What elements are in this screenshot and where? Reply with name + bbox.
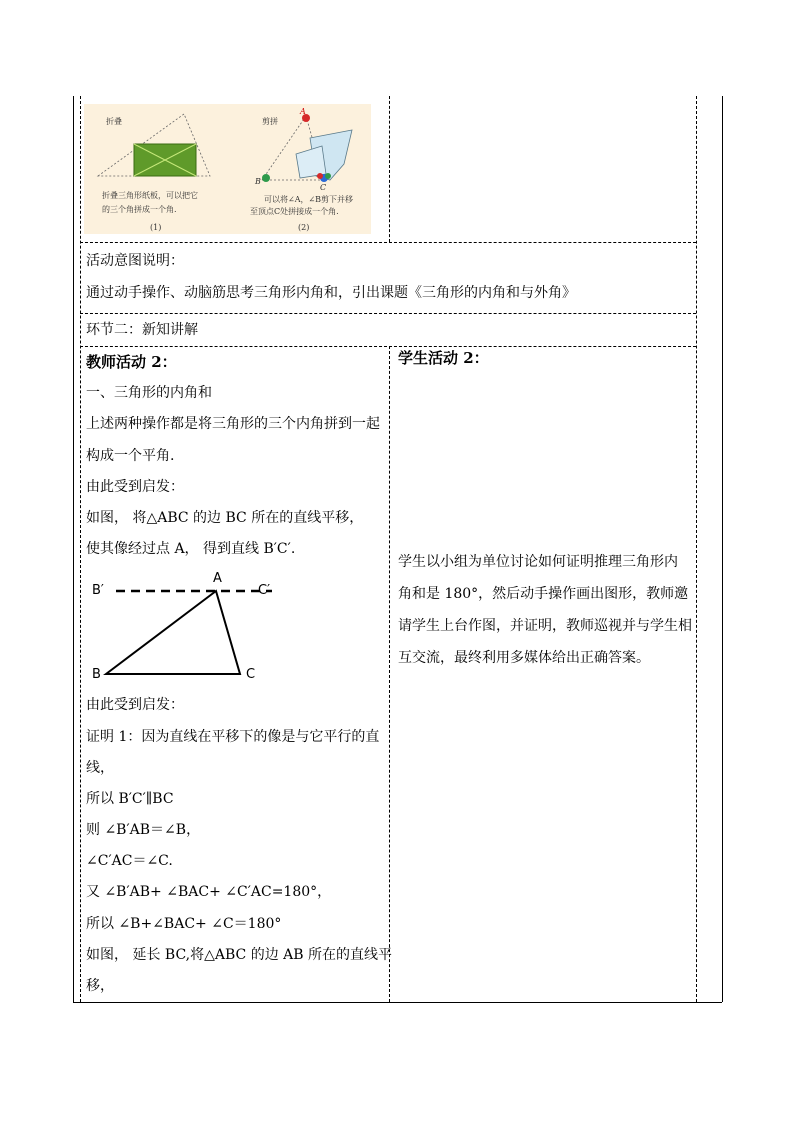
figure-left-caption-1: 折叠三角形纸板，可以把它 [102, 191, 198, 200]
figure-right-label-c: C [320, 183, 327, 192]
row-divider-1 [80, 242, 696, 243]
teacher-line: 线， [86, 760, 114, 776]
teacher-line: ∠C′AC＝∠C. [86, 853, 173, 869]
column-divider-right [696, 96, 697, 1002]
triangle-label-c: C [246, 667, 256, 682]
teacher-line: 证明 1：因为直线在平移下的像是与它平行的直 [86, 729, 380, 745]
figure-left-number: (1) [150, 223, 162, 232]
intent-body: 通过动手操作、动脑筋思考三角形内角和，引出课题《三角形的内角和与外角》 [86, 285, 576, 301]
column-divider-middle-bottom [389, 346, 390, 1002]
triangle-label-b-prime: B′ [92, 583, 104, 598]
figure-left-title: 折叠 [106, 117, 122, 126]
teacher-line: 由此受到启发： [86, 697, 184, 713]
column-divider-left [80, 96, 81, 1002]
teacher-line: 上述两种操作都是将三角形的三个内角拼到一起 [86, 416, 380, 432]
teacher-line: 构成一个平角. [86, 448, 175, 464]
intent-heading: 活动意图说明： [86, 253, 184, 269]
student-heading: 学生活动 2： [398, 349, 489, 367]
section-title: 环节二：新知讲解 [86, 322, 198, 338]
student-line: 角和是 180°，然后动手操作画出图形，教师邀 [398, 586, 689, 602]
student-line: 互交流，最终利用多媒体给出正确答案。 [398, 650, 650, 666]
teacher-line: 如图， 延长 BC,将△ABC 的边 AB 所在的直线平 [86, 947, 392, 963]
teacher-line: 使其像经过点 A， 得到直线 B′C′. [86, 541, 296, 557]
column-divider-middle-top [389, 96, 390, 242]
triangle-label-b: B [92, 667, 101, 682]
teacher-line: 所以 B′C′∥BC [86, 791, 174, 807]
triangle-abc [106, 591, 240, 674]
teacher-line: 由此受到启发： [86, 479, 184, 495]
teacher-line: 一、三角形的内角和 [86, 385, 212, 401]
table-bottom-border [73, 1002, 722, 1003]
figure-left-caption-2: 的三个角拼成一个角. [102, 205, 177, 214]
figure-right-label-b: B [255, 177, 261, 186]
teacher-line: 如图， 将△ABC 的边 BC 所在的直线平移， [86, 510, 364, 526]
teacher-line: 则 ∠B′AB＝∠B， [86, 822, 201, 838]
student-line: 学生以小组为单位讨论如何证明推理三角形内 [398, 554, 678, 570]
row-divider-3 [80, 346, 696, 347]
figure-right-number: (2) [298, 223, 310, 232]
teacher-line: 移， [86, 978, 114, 994]
angle-b-marker [262, 174, 270, 182]
figure-right-label-a: A [300, 107, 306, 116]
triangle-diagram [86, 568, 286, 688]
row-divider-2 [80, 313, 696, 314]
teacher-line: 又 ∠B′AB+ ∠BAC+ ∠C′AC=180°， [86, 884, 332, 900]
folding-figure-panel [84, 104, 371, 234]
table-left-border [73, 96, 74, 1002]
student-line: 请学生上台作图，并证明，教师巡视并与学生相 [398, 618, 692, 634]
figure-right-caption-1: 可以将∠A，∠B剪下并移 [264, 195, 354, 204]
triangle-label-c-prime: C′ [258, 583, 271, 598]
figure-right-title: 剪拼 [262, 117, 278, 126]
figure-right-caption-2: 至顶点C处拼接成一个角. [250, 207, 339, 216]
triangle-label-a: A [213, 571, 222, 586]
teacher-heading: 教师活动 2： [86, 353, 177, 371]
table-right-border [722, 96, 723, 1002]
teacher-line: 所以 ∠B+∠BAC+ ∠C＝180° [86, 916, 282, 932]
